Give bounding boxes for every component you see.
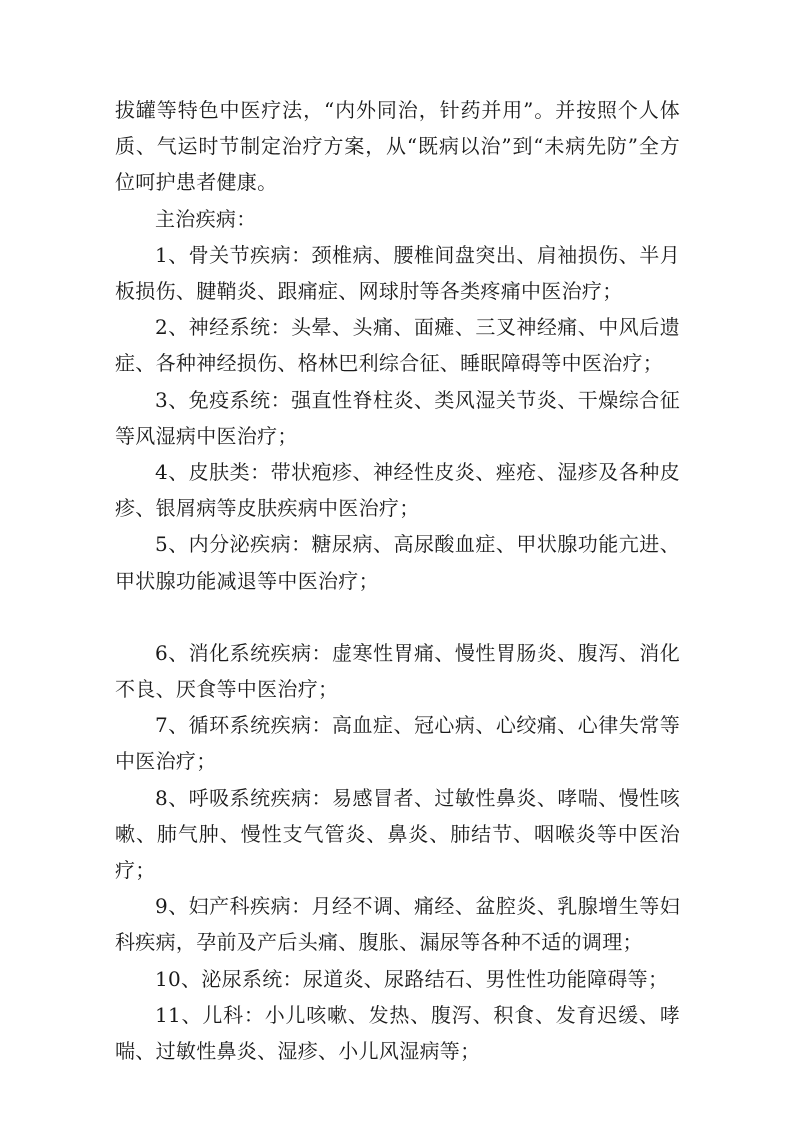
- list-item: 9、妇产科疾病：月经不调、痛经、盆腔炎、乳腺增生等妇科疾病，孕前及产后头痛、腹胀、漏尿等各种不适的调理；: [115, 894, 680, 955]
- list-item: 6、消化系统疾病：虚寒性胃痛、慢性胃肠炎、腹泻、消化不良、厌食等中医治疗；: [115, 640, 680, 702]
- list-item: 5、内分泌疾病：糖尿病、高尿酸血症、甲状腺功能亢进、甲状腺功能减退等中医治疗；: [115, 532, 680, 593]
- intro-paragraph: 拔罐等特色中医疗法，“内外同治，针药并用”。并按照个人体质、气运时节制定治疗方案，从“既病以治”到“未病先防”全方位呵护患者健康。: [115, 98, 680, 195]
- list-item: 11、儿科：小儿咳嗽、发热、腹泻、积食、发育迟缓、哮喘、过敏性鼻炎、湿疹、小儿风湿病等；: [115, 1002, 680, 1064]
- section-heading: 主治疾病：: [155, 206, 257, 231]
- list-item: 8、呼吸系统疾病：易感冒者、过敏性鼻炎、哮喘、慢性咳嗽、肺气肿、慢性支气管炎、鼻炎、肺结节、咽喉炎等中医治疗；: [115, 785, 680, 883]
- list-item: 1、骨关节疾病：颈椎病、腰椎间盘突出、肩袖损伤、半月板损伤、腱鞘炎、跟痛症、网球肘等各类疼痛中医治疗；: [115, 242, 680, 304]
- list-item: 7、循环系统疾病：高血症、冠心病、心绞痛、心律失常等中医治疗；: [115, 713, 680, 774]
- paragraph-gap: [115, 599, 680, 635]
- list-item: 4、皮肤类：带状疱疹、神经性皮炎、痤疮、湿疹及各种皮疹、银屑病等皮肤疾病中医治疗；: [115, 460, 680, 521]
- list-item: 3、免疫系统：强直性脊柱炎、类风湿关节炎、干燥综合征等风湿病中医治疗；: [115, 387, 680, 448]
- document-body: [115, 92, 680, 1069]
- list-item: 10、泌尿系统：尿道炎、尿路结石、男性性功能障碍等；: [155, 966, 669, 991]
- list-item: 2、神经系统：头晕、头痛、面瘫、三叉神经痛、中风后遗症、各种神经损伤、格林巴利综合征、睡眠障碍等中医治疗；: [115, 315, 680, 376]
